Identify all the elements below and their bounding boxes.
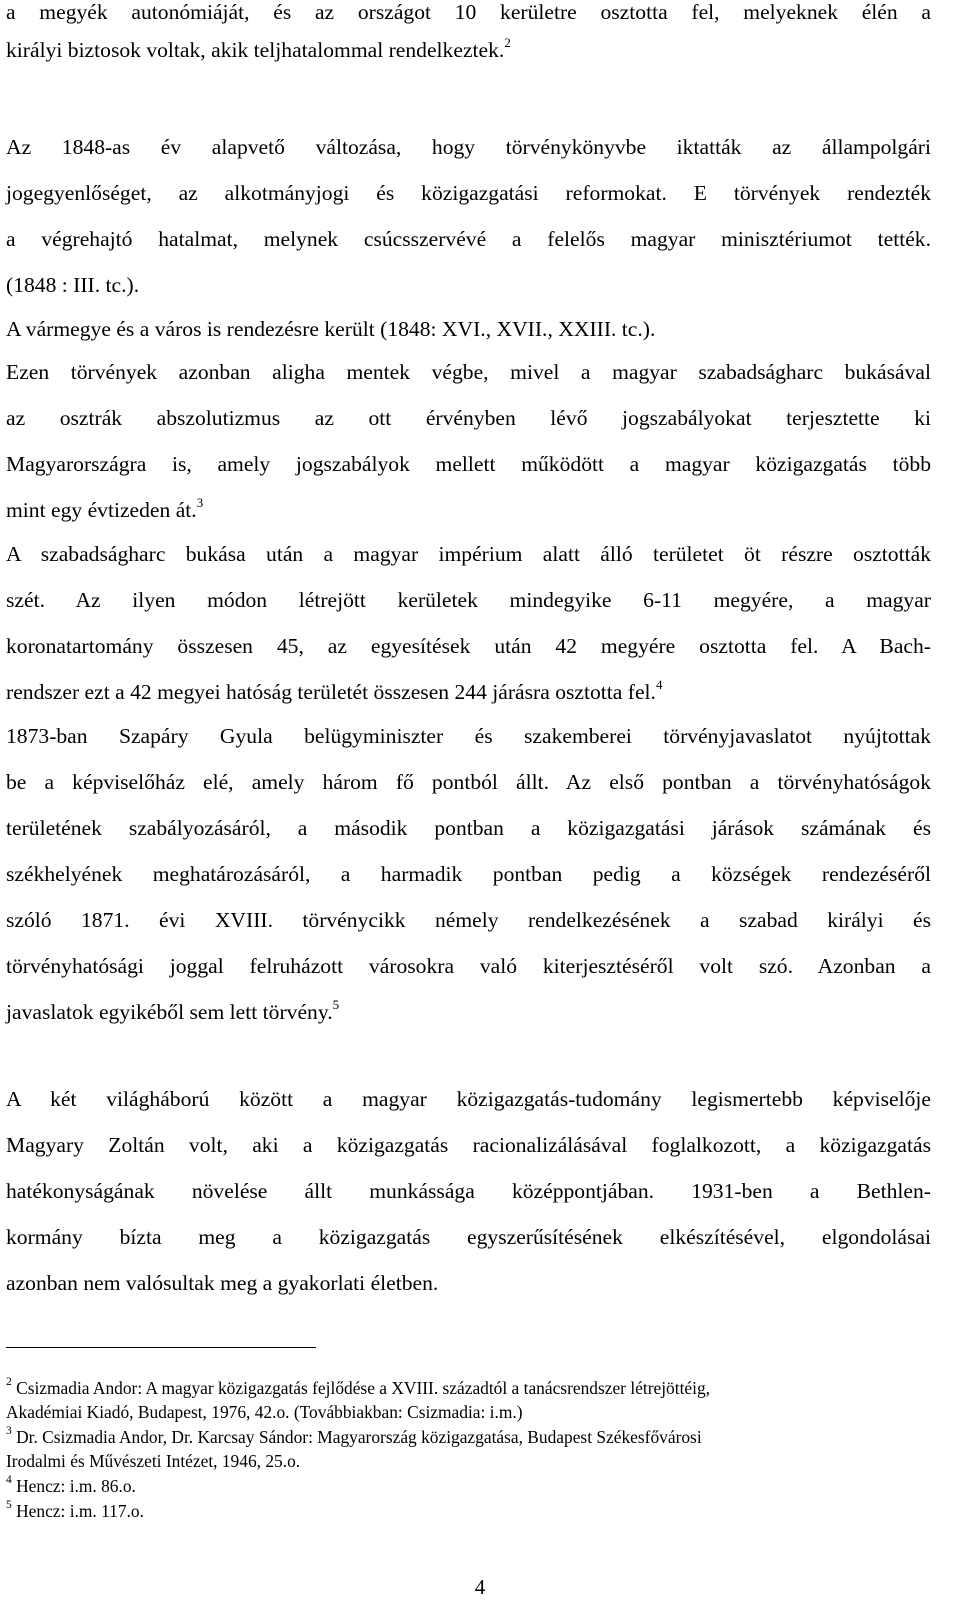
footnote-separator [6,1347,316,1348]
body-line: koronatartomány összesen 45, az egyesítések után 42 megyére osztotta fel. A Bach- [6,634,931,658]
footnote-line: $^4$ Hencz: i.m. 86.o. [6,1474,136,1496]
body-line: a megyék autonómiáját, és az országot 10 kerületre osztotta fel, melyeknek élén a [6,0,931,24]
footnote-line: $^5$ Hencz: i.m. 117.o. [6,1499,144,1521]
body-line: javaslatok egyikéből sem lett törvény.$^5$ [6,996,340,1024]
body-line: be a képviselőház elé, amely három fő pontból állt. Az első pontban a törvényhatóságok [6,770,931,794]
body-line: székhelyének meghatározásáról, a harmadik pontban pedig a községek rendezéséről [6,862,931,886]
body-line: 1873-ban Szapáry Gyula belügyminiszter és szakemberei törvényjavaslatot nyújtottak [6,724,931,748]
footnote-ref: 4 [655,676,663,692]
footnote-line: $^3$ Dr. Csizmadia Andor, Dr. Karcsay Sándor: Magyarország közigazgatása, Budapest Székesfővárosi [6,1425,702,1447]
footnote-line: Irodalmi és Művészeti Intézet, 1946, 25.o. [6,1451,301,1471]
body-line: királyi biztosok voltak, akik teljhatalommal rendelkeztek.$^2$ [6,34,511,62]
body-line: hatékonyságának növelése állt munkássága középpontjában. 1931-ben a Bethlen- [6,1179,931,1203]
body-line: A két világháború között a magyar közigazgatás-tudomány legismertebb képviselője [6,1087,931,1111]
footnote-number: 2 [6,1376,12,1389]
footnote-number: 3 [6,1425,12,1438]
body-line: területének szabályozásáról, a második pontban a közigazgatási járások számának és [6,816,931,840]
footnote-ref: 5 [332,996,340,1012]
body-line: Ezen törvények azonban aligha mentek végbe, mivel a magyar szabadságharc bukásával [6,360,931,384]
footnote-number: 5 [6,1499,12,1512]
body-line: A vármegye és a város is rendezésre került (1848: XVI., XVII., XXIII. tc.). [6,317,656,341]
body-line: szóló 1871. évi XVIII. törvénycikk némely rendelkezésének a szabad királyi és [6,908,931,932]
body-line: az osztrák abszolutizmus az ott érvényben lévő jogszabályokat terjesztette ki [6,406,931,430]
footnote-ref: 3 [196,494,204,510]
body-line: Az 1848-as év alapvető változása, hogy törvénykönyvbe iktatták az állampolgári [6,135,931,159]
footnote-line: Akadémiai Kiadó, Budapest, 1976, 42.o. (Továbbiakban: Csizmadia: i.m.) [6,1402,523,1422]
body-line: Magyarországra is, amely jogszabályok mellett működött a magyar közigazgatás több [6,452,931,476]
body-line: rendszer ezt a 42 megyei hatóság területét összesen 244 járásra osztotta fel.$^4$ [6,676,663,704]
body-line: kormány bízta meg a közigazgatás egyszerűsítésének elkészítésével, elgondolásai [6,1225,931,1249]
body-line: jogegyenlőséget, az alkotmányjogi és közigazgatási reformokat. E törvények rendezték [6,181,931,205]
body-line: mint egy évtizeden át.$^3$ [6,494,204,522]
page-number: 4 [474,1575,486,1599]
body-line: a végrehajtó hatalmat, melynek csúcsszervévé a felelős magyar minisztériumot tették. [6,227,931,251]
body-line: (1848 : III. tc.). [6,273,140,297]
footnote-number: 4 [6,1474,12,1487]
body-line: azonban nem valósultak meg a gyakorlati életben. [6,1271,439,1295]
body-line: szét. Az ilyen módon létrejött kerületek mindegyike 6-11 megyére, a magyar [6,588,931,612]
footnote-ref: 2 [504,34,511,50]
footnote-line: $^2$ Csizmadia Andor: A magyar közigazgatás fejlődése a XVIII. századtól a tanácsrendszer létrejöttéig, [6,1376,710,1398]
body-line: Magyary Zoltán volt, aki a közigazgatás racionalizálásával foglalkozott, a közigazgatás [6,1133,931,1157]
body-line: törvényhatósági joggal felruházott városokra való kiterjesztéséről volt szó. Azonban a [6,954,931,978]
body-line: A szabadságharc bukása után a magyar impérium alatt álló területet öt részre osztották [6,542,931,566]
